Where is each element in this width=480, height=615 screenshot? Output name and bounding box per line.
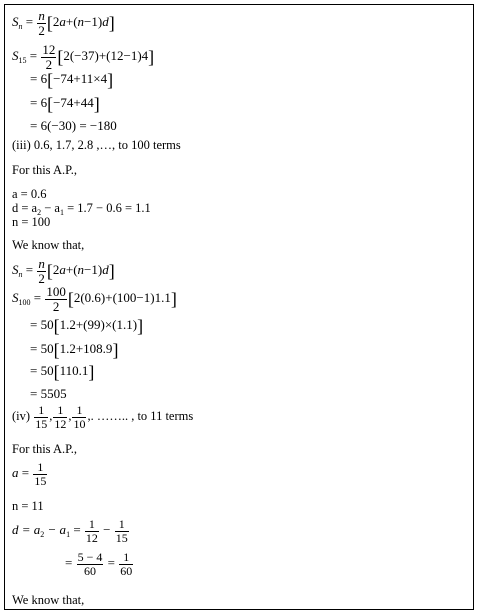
bracket-expression: 2(−37)+(12−1)4: [63, 48, 149, 64]
solution-page: [4, 4, 474, 610]
sum-step-line-4: = 6[−74+44]: [30, 94, 100, 115]
sum-formula-line-2-b: $S_{100}$ = $\frac{100}{2}$ [2(0.6)+(100−1)1.1]: [12, 284, 177, 314]
part-iv-a-value: a = $\frac{1}{15}$: [12, 460, 47, 488]
sum-result-b: = 5505: [30, 386, 67, 401]
part-iv-d-line-1: $d = a_2 - a_1$ = $\frac{1}{12}$ − $\frac{1}{15}$: [12, 517, 128, 545]
sum-formula-line-1: $S_n$ = $\frac{n}{2}$ [2a+(n−1)d]: [12, 8, 115, 38]
part-iv-we-know: We know that,: [12, 593, 85, 607]
s-subscript: n: [18, 22, 23, 32]
equals-sign: =: [25, 14, 34, 30]
sum-step-b-4: = 50[1.2+108.9]: [30, 340, 119, 361]
part-iv-n-value: n = 11: [12, 499, 44, 513]
result-value: = −180: [79, 118, 117, 133]
twelve-over-two-fraction: $\frac{12}{2}$: [42, 42, 56, 72]
part-iv-for-ap: For this A.P.,: [12, 442, 77, 456]
s-symbol: S: [12, 14, 19, 30]
part-iii-n-value: n = 100: [12, 215, 51, 229]
right-bracket: ]: [108, 13, 115, 34]
term-1-fraction: $\frac{1}{15}$: [35, 403, 48, 431]
left-bracket: [: [46, 13, 53, 34]
n-over-2-fraction: $\frac{n}{2}$: [38, 8, 45, 38]
part-iii-we-know: We know that,: [12, 238, 85, 252]
sum-formula-line-2: $S_{15}$ = $\frac{12}{2}$ [2(−37)+(12−1)4]: [12, 42, 155, 72]
sum-step-line-3: = 6[−74+11×4]: [30, 70, 114, 91]
sum-step-b-3: = 50[1.2+(99)×(1.1)]: [30, 316, 144, 337]
part-iii-a-value: a = 0.6: [12, 187, 47, 201]
term-2-fraction: $\frac{1}{12}$: [54, 403, 67, 431]
sum-formula-line-1-b: $S_n$ = $\frac{n}{2}$ [2a+(n−1)d]: [12, 256, 115, 286]
sum-step-line-5: = 6(−30) = −180: [30, 118, 117, 133]
hundred-over-two-fraction: $\frac{100}{2}$: [46, 284, 66, 314]
sum-step-b-5: = 50[110.1]: [30, 362, 95, 383]
part-iii-heading: (iii) 0.6, 1.7, 2.8 ,…, to 100 terms: [12, 138, 181, 152]
part-iv-heading: (iv) $\frac{1}{15}$ , $\frac{1}{12}$ , $\frac{1}{10}$ ,. …….. , to 11 terms: [12, 403, 194, 431]
part-iii-for-ap: For this A.P.,: [12, 163, 77, 177]
part-iv-d-line-2: = $\frac{5 - 4}{60}$ = $\frac{1}{60}$: [65, 550, 133, 578]
part-iii-d-value: $d = a_2 - a_1 = 1.7 - 0.6 = 1.1$: [12, 201, 151, 217]
term-3-fraction: $\frac{1}{10}$: [73, 403, 86, 431]
